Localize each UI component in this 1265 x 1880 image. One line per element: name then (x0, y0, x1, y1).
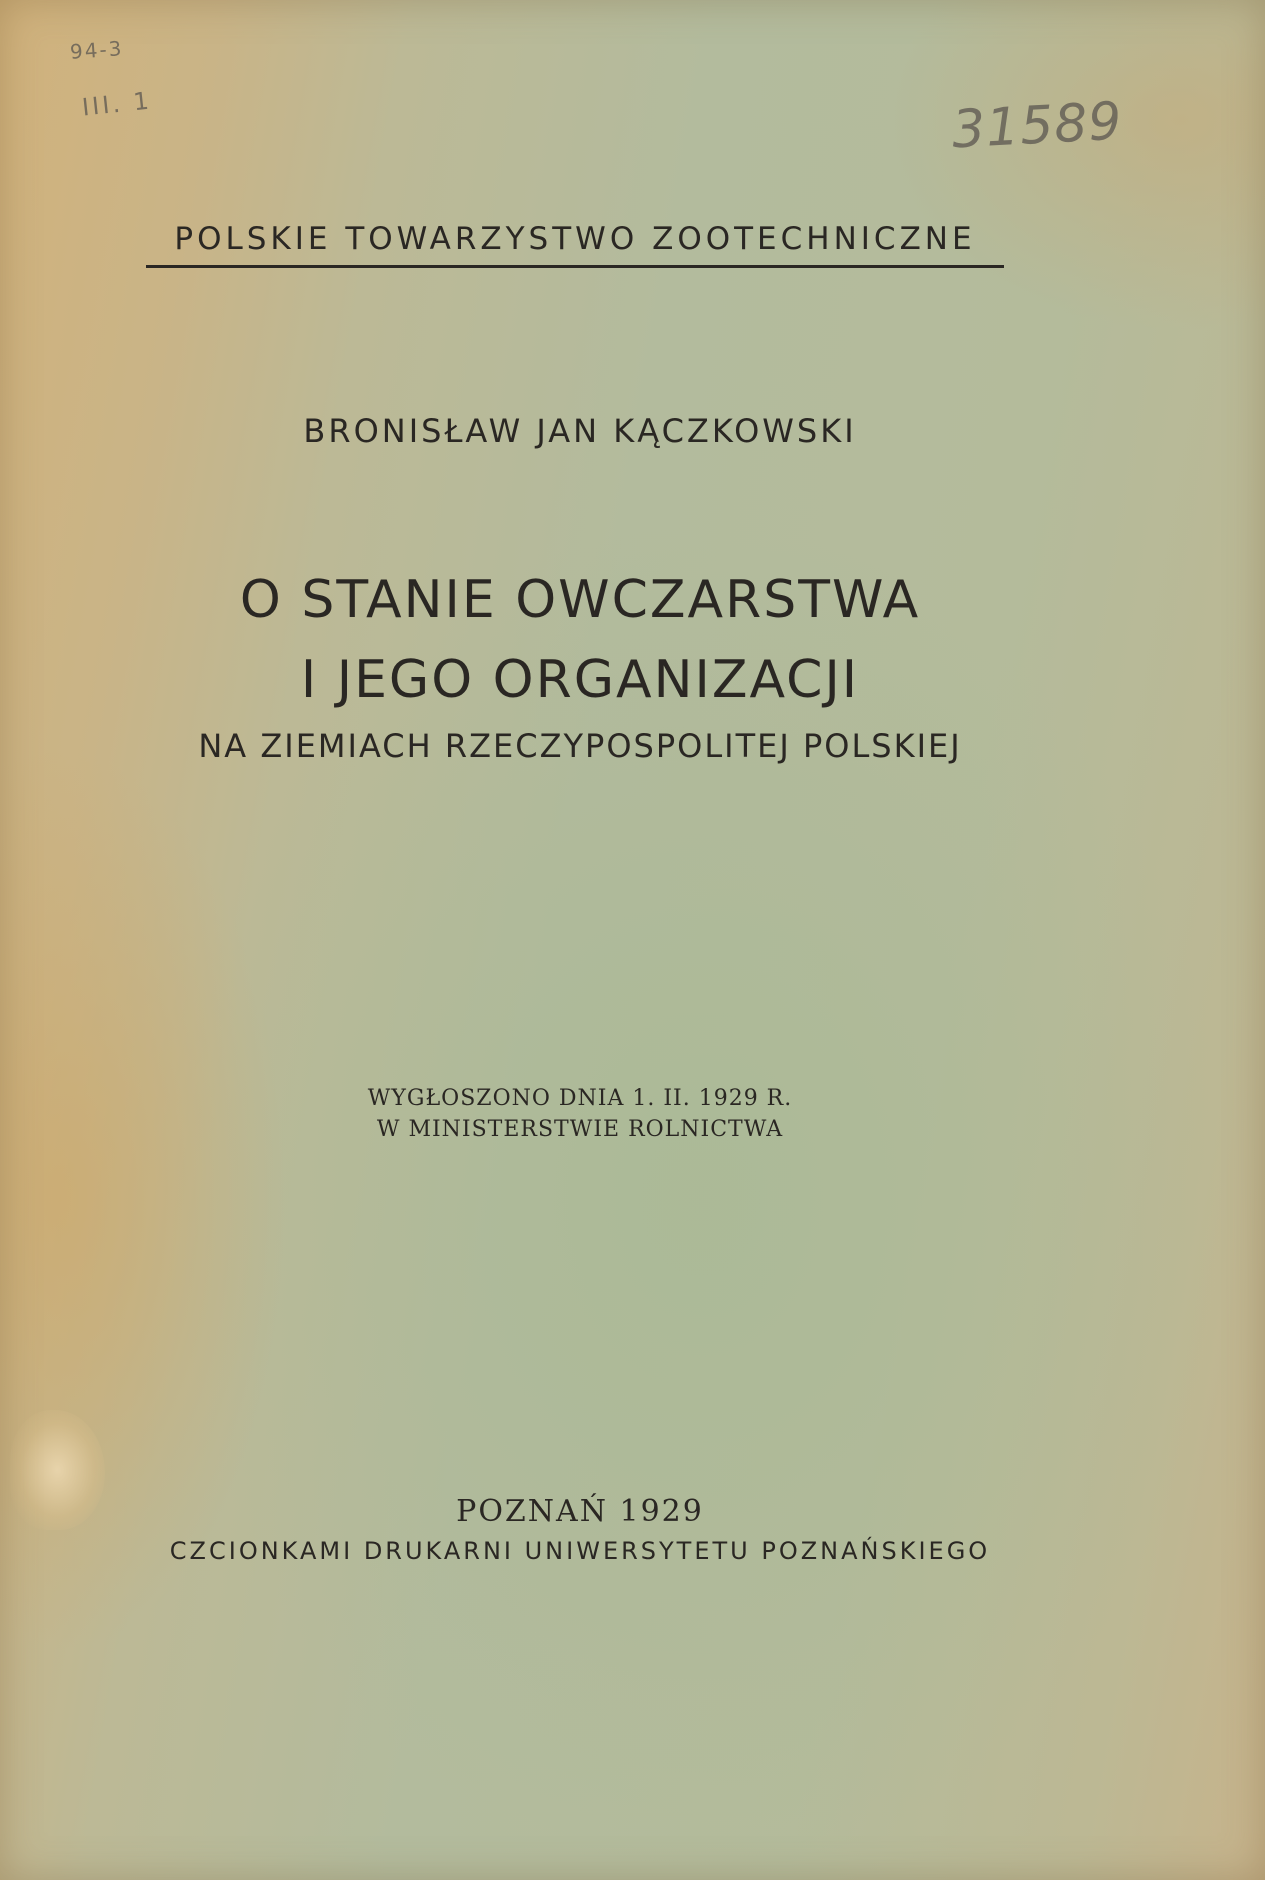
handwritten-mark-shelf: III. 1 (80, 86, 154, 122)
author-name: BRONISŁAW JAN KĄCZKOWSKI (303, 412, 857, 450)
imprint-city-year: POZNAŃ 1929 (456, 1494, 704, 1529)
handwritten-accession-number: 31589 (950, 91, 1124, 161)
delivered-date: WYGŁOSZONO DNIA 1. II. 1929 R. (367, 1086, 793, 1111)
handwritten-mark-top-left: 94-3 (69, 36, 125, 64)
imprint-printer: CZCIONKAMI DRUKARNI UNIWERSYTETU POZNAŃSKIEGO (169, 1537, 991, 1565)
delivered-place: W MINISTERSTWIE ROLNICTWA (376, 1117, 784, 1142)
society-underline (146, 265, 1004, 268)
society-name: POLSKIE TOWARZYSTWO ZOOTECHNICZNE (174, 221, 976, 257)
title-line-2: I JEGO ORGANIZACJI (300, 650, 860, 710)
subtitle: NA ZIEMIACH RZECZYPOSPOLITEJ POLSKIEJ (198, 727, 962, 765)
title-line-1: O STANIE OWCZARSTWA (239, 570, 921, 630)
